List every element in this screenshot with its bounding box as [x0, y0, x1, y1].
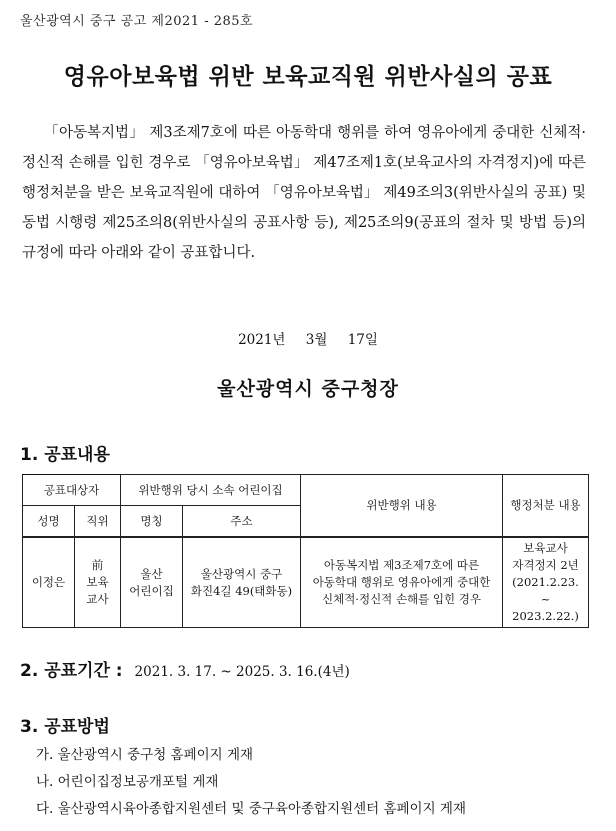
date-day: 17일 — [347, 332, 378, 348]
notice-number: 울산광역시 중구 공고 제2021 - 285호 — [20, 14, 254, 29]
position-line-2: 교사 — [86, 592, 109, 606]
body-paragraph: 「아동복지법」 제3조제7호에 따른 아동학대 행위를 하여 영유아에게 중대한 신체적·정신적 손해를 입힌 경우로 「영유아보육법」 제47조제1호(보육교사의 자격정지)에 따른 행정처분을 받은 보육교직원에 대하여 「영유아보육법」 제49조의3(위반사실의 공표) 및 동법 시행령 제25조의8(위반사실의 공표사항 등), 제25조의9(공표의 절차 및 방법 등)의 규정에 따라 아래와 같이 공표합니다. — [22, 125, 586, 261]
table-header-row — [23, 475, 589, 506]
header-name: 성명 — [23, 506, 75, 538]
address-line-1: 울산광역시 중구 — [200, 566, 283, 581]
header-violation: 위반행위 내용 — [301, 475, 503, 538]
facility-name-line-2: 어린이집 — [129, 583, 174, 598]
list-item: 나. 어린이집정보공개포털 게재 — [36, 774, 219, 790]
disposition-line-1: 보육교사 — [523, 541, 568, 555]
header-facility: 위반행위 당시 소속 어린이집 — [121, 475, 301, 506]
body-text — [22, 118, 586, 268]
date-month: 3월 — [305, 332, 328, 348]
violation-line-2: 아동학대 행위로 영유아에게 중대한 — [312, 575, 491, 589]
section-title-method: 3. 공표방법 — [20, 717, 110, 737]
table-row — [23, 537, 589, 628]
header-position: 직위 — [75, 506, 121, 538]
method-list — [36, 742, 466, 823]
facility-name-line-1: 울산 — [140, 566, 163, 581]
cell-address — [183, 537, 301, 628]
header-target: 공표대상자 — [23, 475, 121, 506]
list-item: 다. 울산광역시육아종합지원센터 및 중구육아종합지원센터 홈페이지 게재 — [36, 801, 467, 817]
issuer: 울산광역시 중구청장 — [217, 378, 399, 400]
cell-name: 이정은 — [23, 537, 75, 628]
cell-facility-name — [121, 537, 183, 628]
header-disposition: 행정처분 내용 — [503, 475, 589, 538]
disposition-line-3: (2021.2.23. — [512, 575, 579, 589]
notice-date — [0, 328, 616, 348]
violation-line-3: 신체적·정신적 손해를 입힌 경우 — [321, 592, 482, 606]
violation-line-1: 아동복지법 제3조제7호에 따른 — [323, 558, 480, 572]
position-prefix: 前 — [91, 558, 104, 572]
publication-table — [22, 474, 589, 628]
cell-disposition — [503, 537, 589, 628]
cell-position — [75, 537, 121, 628]
header-address: 주소 — [183, 506, 301, 538]
date-year: 2021년 — [238, 332, 286, 348]
period-label: 2. 공표기간 : — [20, 661, 123, 681]
disposition-line-4: ~ 2023.2.22.) — [512, 592, 579, 623]
disposition-line-2: 자격정지 2년 — [512, 558, 579, 572]
header-facility-name: 명칭 — [121, 506, 183, 538]
section-title-content: 1. 공표내용 — [20, 445, 110, 465]
position-line-1: 보육 — [86, 575, 109, 589]
period-value: 2021. 3. 17. ~ 2025. 3. 16.(4년) — [134, 664, 350, 680]
cell-violation — [301, 537, 503, 628]
page-title: 영유아보육법 위반 보육교직원 위반사실의 공표 — [63, 63, 553, 90]
address-line-2: 화진4길 49(태화동) — [190, 583, 293, 598]
section-title-period — [20, 656, 350, 681]
list-item: 가. 울산광역시 중구청 홈페이지 게재 — [36, 747, 254, 763]
